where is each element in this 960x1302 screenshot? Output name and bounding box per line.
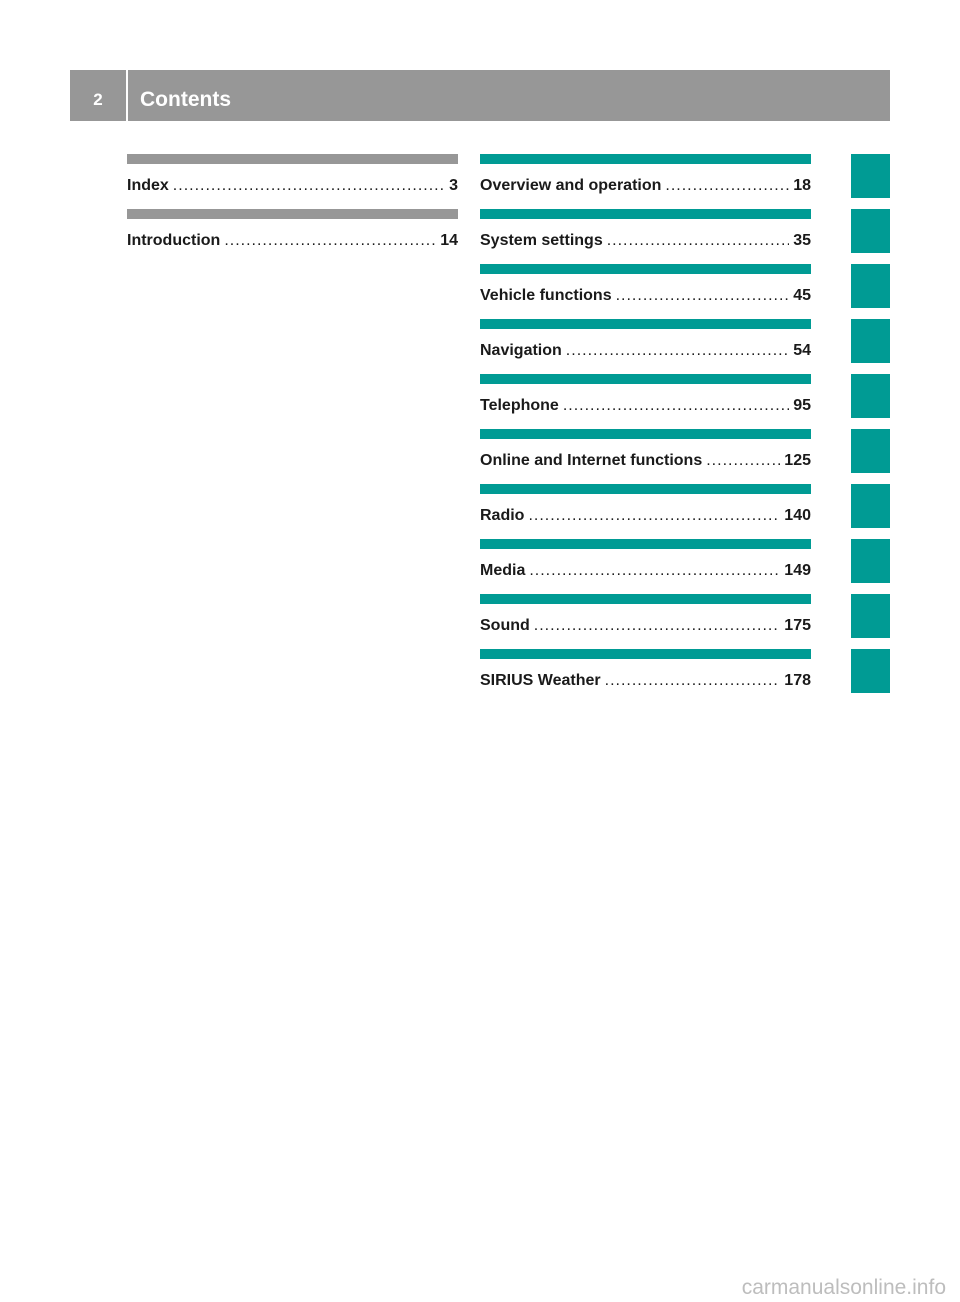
section-bar	[480, 594, 811, 604]
toc-page: 95	[793, 397, 811, 414]
section-bar	[480, 154, 811, 164]
leader-dots	[607, 232, 789, 250]
toc-label: Navigation	[480, 342, 562, 359]
toc-label: Telephone	[480, 397, 559, 414]
watermark: carmanualsonline.info	[741, 1276, 946, 1299]
section-tab[interactable]	[851, 154, 890, 198]
leader-dots	[563, 397, 789, 415]
toc-entry-sound[interactable]	[480, 594, 811, 649]
toc-left-column	[127, 154, 458, 264]
toc-page: 178	[784, 672, 811, 689]
toc-entry-media[interactable]	[480, 539, 811, 594]
toc-entry-telephone[interactable]	[480, 374, 811, 429]
section-tab[interactable]	[851, 374, 890, 418]
toc-entry-radio[interactable]	[480, 484, 811, 539]
section-bar	[480, 484, 811, 494]
section-tab[interactable]	[851, 319, 890, 363]
leader-dots	[706, 452, 780, 470]
section-bar	[480, 539, 811, 549]
leader-dots	[566, 342, 789, 360]
toc-page: 149	[784, 562, 811, 579]
toc-label: Online and Internet functions	[480, 452, 703, 469]
toc-entry-overview-operation[interactable]	[480, 154, 811, 209]
section-tab[interactable]	[851, 594, 890, 638]
leader-dots	[528, 507, 780, 525]
toc-page: 45	[793, 287, 811, 304]
toc-entry-index[interactable]	[127, 154, 458, 209]
section-tab[interactable]	[851, 649, 890, 693]
toc-entry-vehicle-functions[interactable]	[480, 264, 811, 319]
section-bar	[480, 374, 811, 384]
toc-entry-system-settings[interactable]	[480, 209, 811, 264]
toc-entry-online-internet[interactable]	[480, 429, 811, 484]
leader-dots	[173, 177, 445, 195]
section-bar	[480, 264, 811, 274]
section-tab[interactable]	[851, 484, 890, 528]
leader-dots	[616, 287, 790, 305]
leader-dots	[665, 177, 789, 195]
toc-label: Overview and operation	[480, 177, 662, 194]
section-bar	[480, 209, 811, 219]
page-header	[70, 70, 890, 121]
toc-label: Index	[127, 177, 169, 194]
page-number: 2	[93, 90, 103, 109]
section-tab[interactable]	[851, 264, 890, 308]
toc-label: Vehicle functions	[480, 287, 612, 304]
toc-label: Radio	[480, 507, 525, 524]
toc-page: 54	[793, 342, 811, 359]
toc-page: 35	[793, 232, 811, 249]
leader-dots	[224, 232, 436, 250]
section-bar	[480, 429, 811, 439]
header-divider	[126, 70, 128, 121]
toc-page: 14	[440, 232, 458, 249]
section-bar	[127, 154, 458, 164]
section-bar	[480, 319, 811, 329]
leader-dots	[605, 672, 781, 690]
toc-page: 140	[784, 507, 811, 524]
toc-label: Media	[480, 562, 526, 579]
toc-label: SIRIUS Weather	[480, 672, 601, 689]
toc-entry-introduction[interactable]	[127, 209, 458, 264]
toc-label: Sound	[480, 617, 530, 634]
toc-right-column	[480, 154, 811, 704]
section-bar	[127, 209, 458, 219]
toc-entry-navigation[interactable]	[480, 319, 811, 374]
toc-page: 18	[793, 177, 811, 194]
toc-page: 3	[449, 177, 458, 194]
section-bar	[480, 649, 811, 659]
toc-label: Introduction	[127, 232, 221, 249]
section-tab[interactable]	[851, 539, 890, 583]
leader-dots	[534, 617, 781, 635]
leader-dots	[529, 562, 780, 580]
section-tabs	[851, 154, 890, 704]
page-title: Contents	[140, 88, 231, 111]
toc-label: System settings	[480, 232, 603, 249]
toc-entry-sirius-weather[interactable]	[480, 649, 811, 704]
toc-page: 125	[784, 452, 811, 469]
section-tab[interactable]	[851, 209, 890, 253]
section-tab[interactable]	[851, 429, 890, 473]
toc-page: 175	[784, 617, 811, 634]
